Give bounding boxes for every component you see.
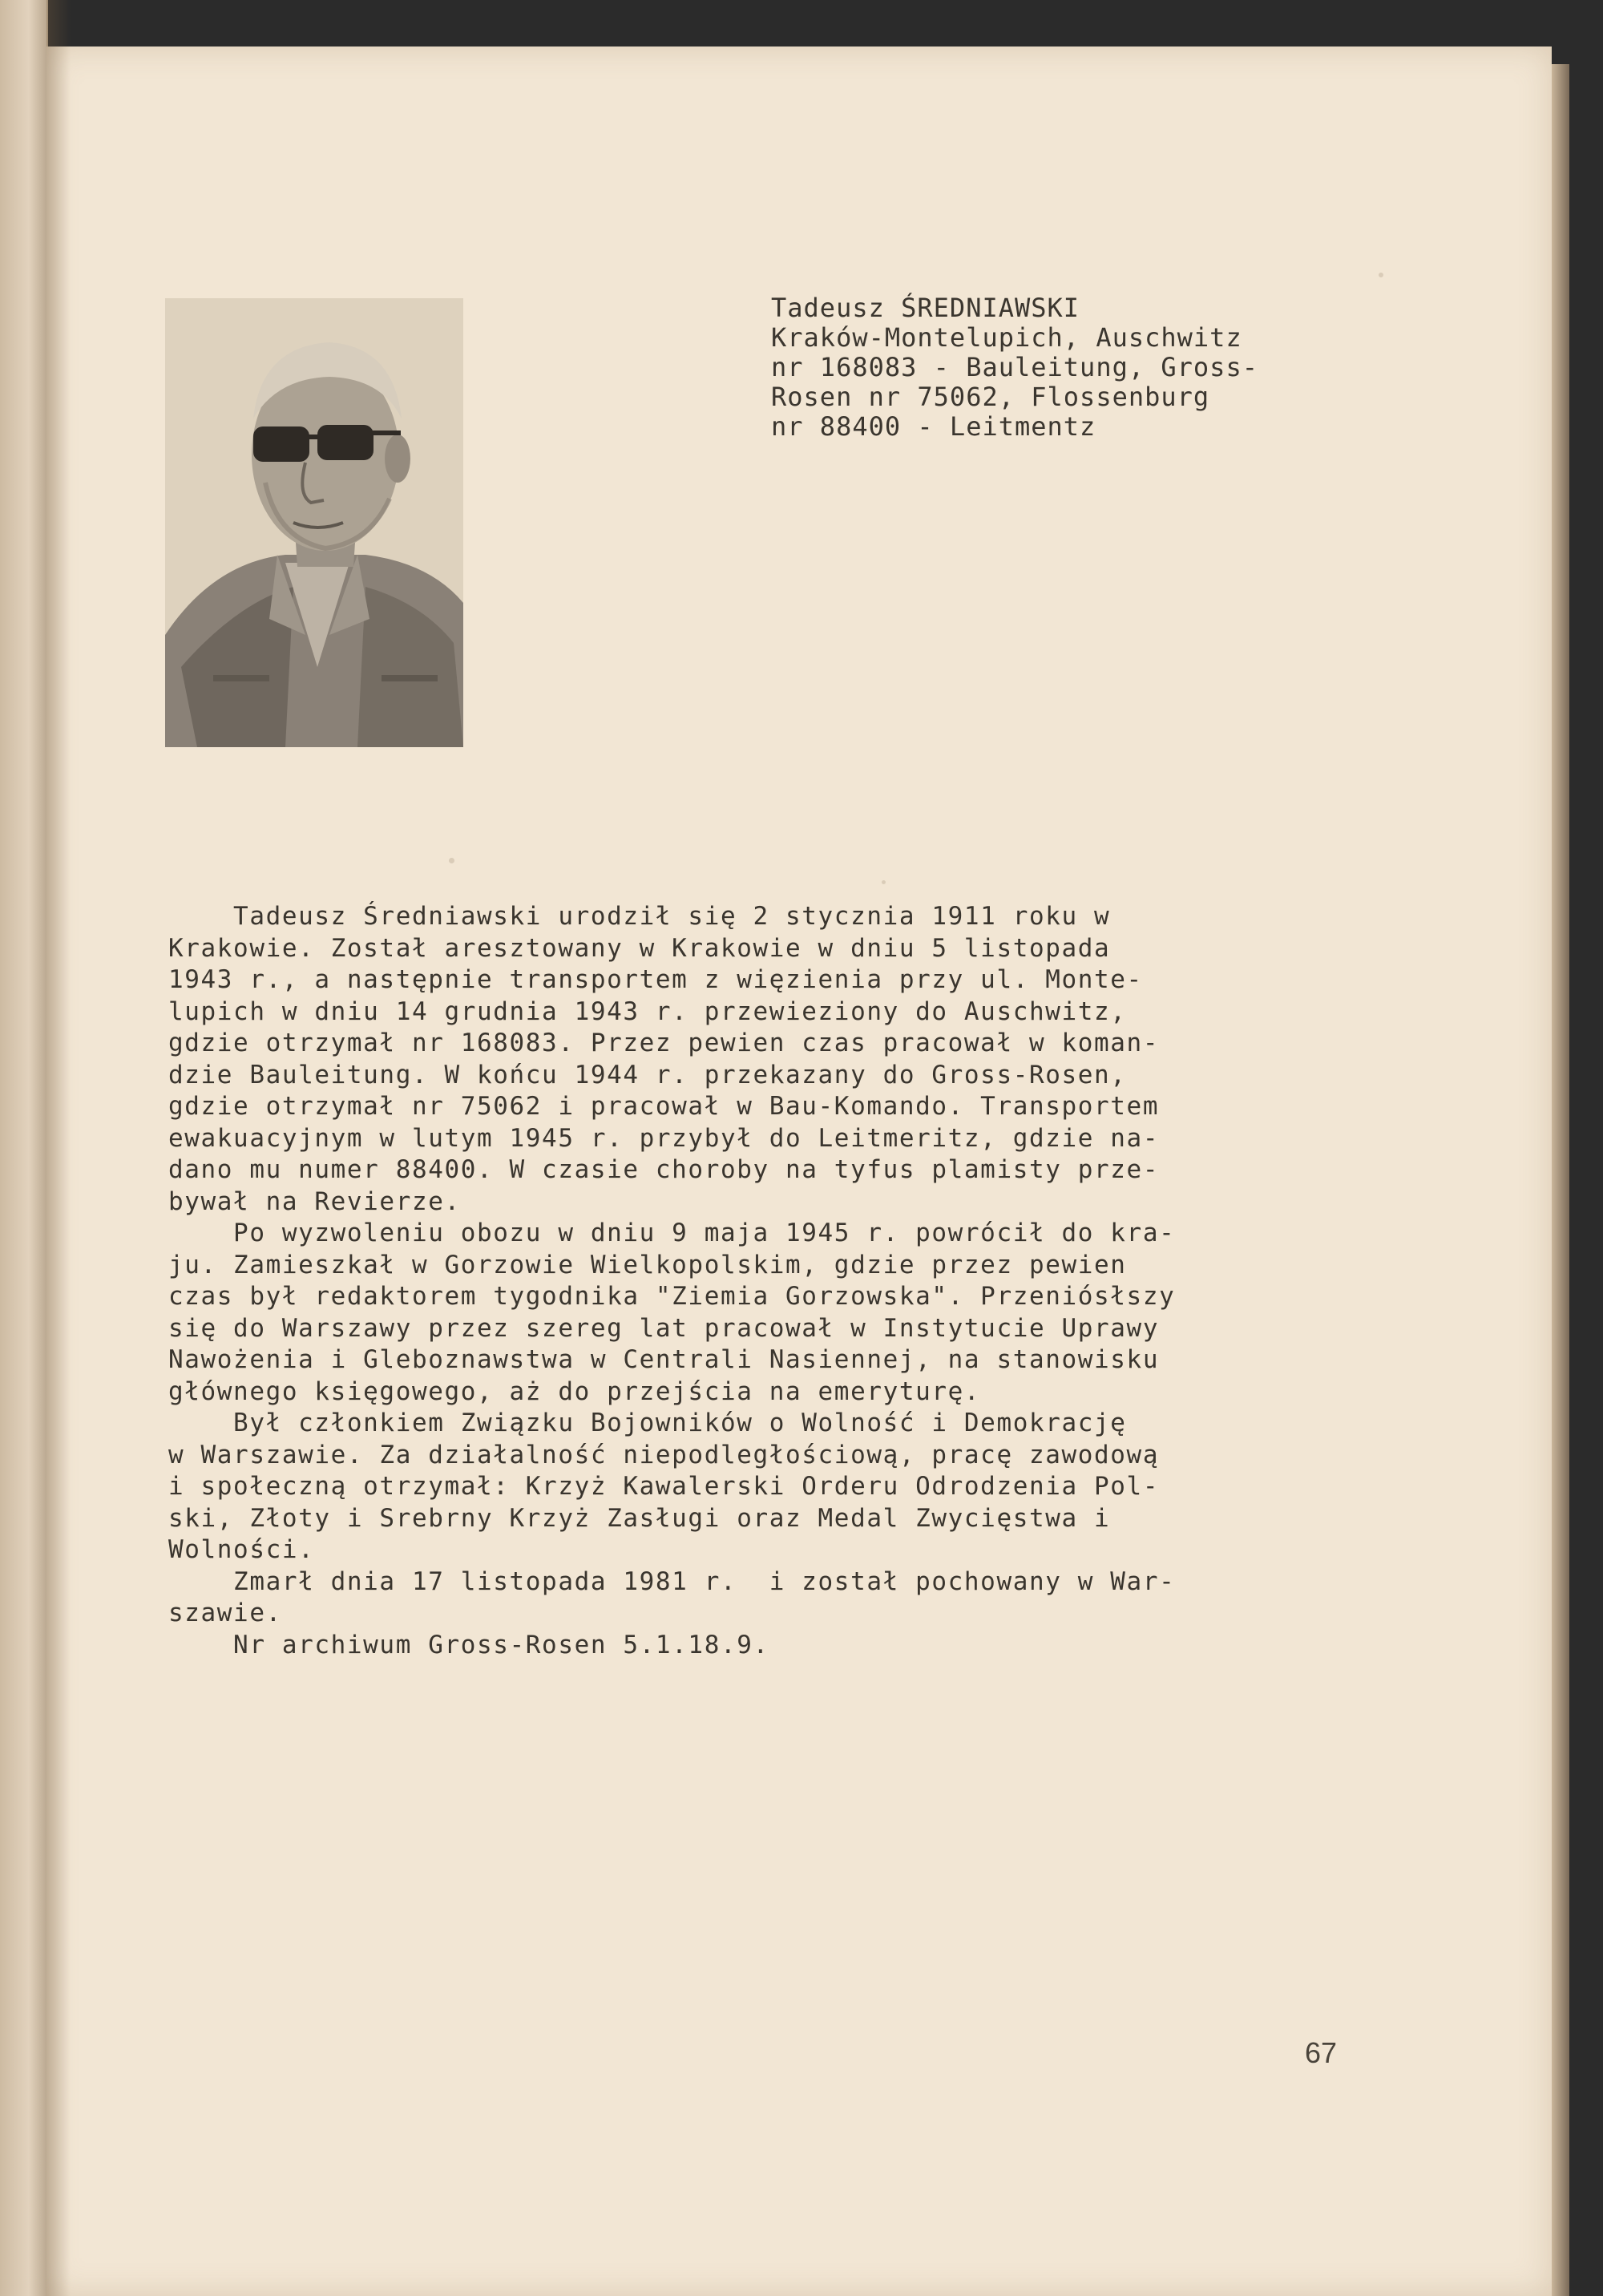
biography-text [168, 901, 1363, 1661]
paper-spot [1379, 273, 1383, 277]
text-line: się do Warszawy przez szereg lat pracował w Instytucie Uprawy [168, 1313, 1160, 1343]
previous-page-edge [0, 0, 48, 2296]
text-line: lupich w dniu 14 grudnia 1943 r. przewieziony do Auschwitz, [168, 996, 1127, 1026]
page-number: 67 [1305, 2036, 1338, 2069]
text-line: głównego księgowego, aż do przejścia na emeryturę. [168, 1376, 981, 1406]
text-line: Nawożenia i Gleboznawstwa w Centrali Nasiennej, na stanowisku [168, 1345, 1160, 1374]
camp-line: Kraków-Montelupich, Auschwitz [771, 322, 1242, 353]
text-line: gdzie otrzymał nr 168083. Przez pewien czas pracował w koman- [168, 1029, 1160, 1057]
text-line: czas był redaktorem tygodnika "Ziemia Gorzowska". Przeniósłszy [168, 1282, 1176, 1311]
camp-line: Rosen nr 75062, Flossenburg [771, 382, 1210, 412]
paper-spot [449, 858, 454, 863]
text-line: dano mu numer 88400. W czasie choroby na tyfus plamisty prze- [168, 1155, 1160, 1184]
text-line: Nr archiwum Gross-Rosen 5.1.18.9. [168, 1630, 769, 1659]
portrait-photo [165, 298, 463, 747]
binding-shadow [46, 0, 71, 2296]
page-right-edge [1552, 64, 1569, 2296]
text-line: szawie. [168, 1599, 282, 1627]
text-line: bywał na Revierze. [168, 1186, 461, 1216]
text-line: ju. Zamieszkał w Gorzowie Wielkopolskim, gdzie przez pewien [168, 1250, 1127, 1279]
text-line: w Warszawie. Za działalność niepodległościową, pracę zawodową [168, 1440, 1160, 1469]
header-block [771, 293, 1380, 442]
person-name: Tadeusz ŚREDNIAWSKI [771, 293, 1080, 323]
text-line: gdzie otrzymał nr 75062 i pracował w Bau-Komando. Transportem [168, 1092, 1160, 1121]
text-line: i społeczną otrzymał: Krzyż Kawalerski Orderu Odrodzenia Pol- [168, 1472, 1160, 1501]
text-line: Był członkiem Związku Bojowników o Wolność i Demokrację [168, 1409, 1127, 1437]
text-line: ski, Złoty i Srebrny Krzyż Zasługi oraz Medal Zwycięstwa i [168, 1503, 1111, 1533]
text-line: Krakowie. Został aresztowany w Krakowie w dniu 5 listopada [168, 933, 1111, 963]
text-line: Zmarł dnia 17 listopada 1981 r. i został pochowany w War- [168, 1566, 1176, 1596]
camp-line: nr 88400 - Leitmentz [771, 411, 1096, 442]
text-line: dzie Bauleitung. W końcu 1944 r. przekazany do Gross-Rosen, [168, 1060, 1127, 1089]
text-line: Tadeusz Średniawski urodził się 2 stycznia 1911 roku w [168, 902, 1111, 931]
paper-spot [882, 880, 886, 884]
text-line: 1943 r., a następnie transportem z więzienia przy ul. Monte- [168, 965, 1143, 994]
text-line: ewakuacyjnym w lutym 1945 r. przybył do Leitmeritz, gdzie na- [168, 1123, 1160, 1153]
text-line: Po wyzwoleniu obozu w dniu 9 maja 1945 r. powrócił do kra- [168, 1219, 1176, 1247]
camp-line: nr 168083 - Bauleitung, Gross- [771, 352, 1258, 382]
text-line: Wolności. [168, 1535, 315, 1564]
